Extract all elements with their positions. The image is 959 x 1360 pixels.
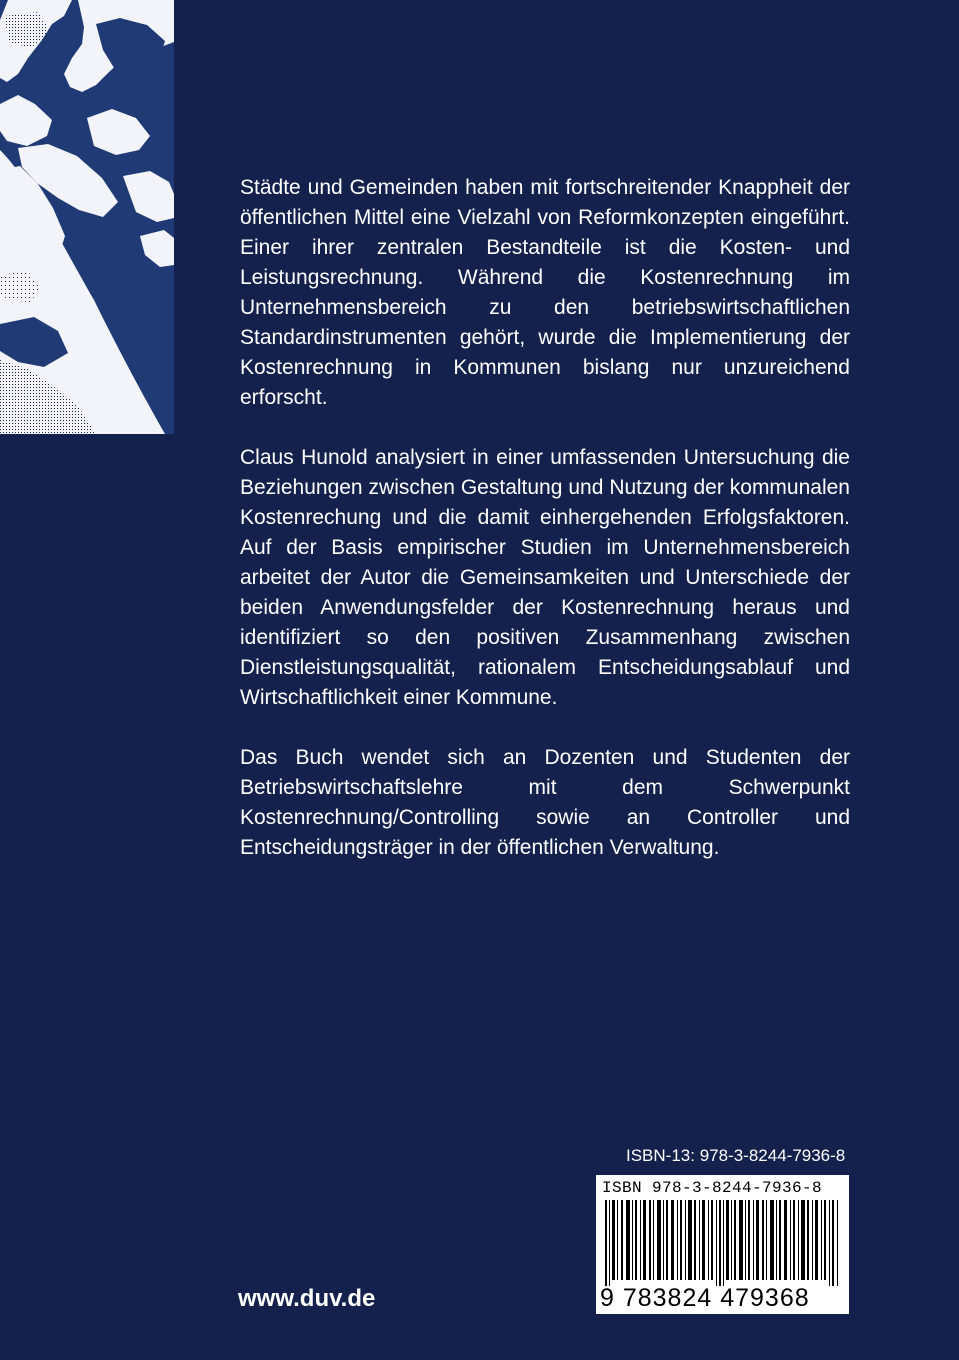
- isbn-barcode: [596, 1175, 849, 1314]
- barcode-number: 9 783824 479368: [600, 1284, 810, 1312]
- blurb-text: [240, 173, 850, 893]
- blurb-paragraph-3: Das Buch wendet sich an Dozenten und Studenten der Betriebswirtschaftslehre mit dem Schwerpunkt Kostenrechnung/Controlling sowie an Controller und Entscheidungsträger in der öffentlichen Verwaltung.: [240, 746, 850, 859]
- earth-map-graphic: [0, 0, 174, 434]
- barcode-top-text: ISBN 978-3-8244-7936-8: [602, 1179, 823, 1197]
- publisher-website: www.duv.de: [238, 1285, 376, 1312]
- blurb-paragraph-2: Claus Hunold analysiert in einer umfassenden Untersuchung die Beziehungen zwischen Gestaltung und Nutzung der kommunalen Kostenrechung und die damit einhergehenden Erfolgsfaktoren. Auf der Basis empirischer Studien im Unternehmensbereich arbeitet der Autor die Gemeinsamkeiten und Unterschiede der beiden Anwendungsfelder der Kostenrechnung heraus und identifiziert so den positiven Zusammenhang zwischen Dienstleistungsqualität, rationalem Entscheidungsablauf und Wirtschaftlichkeit einer Kommune.: [240, 446, 850, 709]
- blurb-paragraph-1: Städte und Gemeinden haben mit fortschreitender Knappheit der öffentlichen Mittel eine Vielzahl von Reformkonzepten eingeführt. Einer ihrer zentralen Bestandteile ist die Kosten- und Leistungsrechnung. Während die Kostenrechnung im Unternehmensbereich zu den betriebswirtschaftlichen Standardinstrumenten gehört, wurde die Implementierung der Kostenrechnung in Kommunen bislang nur unzureichend erforscht.: [240, 176, 850, 409]
- barcode-bars: [602, 1200, 843, 1286]
- isbn-label: ISBN-13: 978-3-8244-7936-8: [626, 1146, 846, 1165]
- earth-map-image: [0, 0, 174, 434]
